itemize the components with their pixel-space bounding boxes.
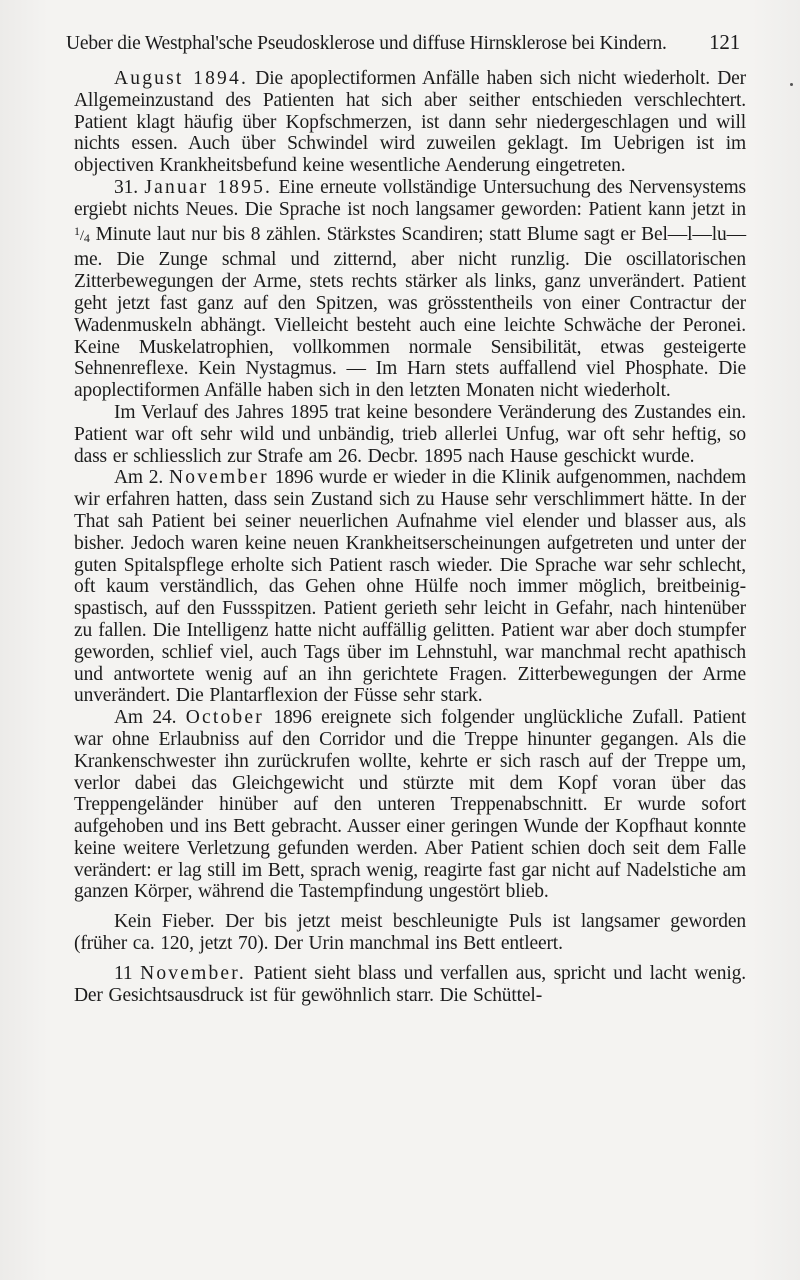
paragraph-text: Die apoplectiformen Anfälle haben sich nicht wiederholt. Der Allgemeinzustand des Patienten hat sich aber seither entschieden verschlechtert. Patient klagt häufig über Kopfschmerzen, ist dann sehr niedergeschlagen und will nichts essen. Auch über Schwindel wird zuweilen geklagt. Im Uebrigen ist im objectiven Krankheitsbefund keine wesentliche Aenderung eingetreten.: [74, 68, 746, 177]
paragraph-text: 1896 ereignete sich folgender unglückliche Zufall. Patient war ohne Erlaubniss auf den Corridor und die Treppe hinunter gegangen. Als die Krankenschwester ihn zurückrufen wollte, kehrte er sich rasch auf der Treppe um, verlor dabei das Gleichgewicht und stürzte mit dem Kopf voran über das Treppengeländer hinüber auf den unteren Treppenabschnitt. Er wurde sofort aufgehoben und ins Bett gebracht. Ausser einer geringen Wunde der Kopfhaut konnte keine weitere Verletzung gefunden werden. Aber Patient schien doch seit dem Falle verändert: er lag still im Bett, sprach wenig, reagirte fast gar nicht auf Nadelstiche am ganzen Körper, während die Tastempfindung ungestört blieb.: [74, 707, 747, 903]
paragraph-verlauf-1895: [74, 402, 746, 467]
date-prefix: 11: [114, 962, 141, 984]
paragraph-januar-1895: [74, 177, 746, 402]
date-heading: Januar 1895.: [144, 176, 273, 198]
date-prefix: Am 2.: [114, 467, 169, 489]
date-prefix: Am 24.: [114, 707, 186, 729]
date-heading: November: [168, 467, 269, 489]
fraction-quarter: $^1/_4$: [74, 223, 90, 245]
paragraph-text: Kein Fieber. Der bis jetzt meist beschleunigte Puls ist langsamer geworden (früher ca. 120, jetzt 70). Der Urin manchmal ins Bett entleert.: [74, 911, 746, 955]
margin-speck: [790, 83, 793, 86]
paragraph-11-november: [74, 963, 746, 1007]
fraction-numerator: 1: [74, 223, 80, 238]
page-number: 121: [709, 30, 740, 54]
body-text: [74, 68, 746, 1006]
paragraph-august-1894: [74, 68, 746, 177]
paragraph-text: Minute laut nur bis 8 zählen. Stärkstes Scandiren; statt Blume sagt er Bel—l—lu—me. Die Zunge schmal und zitternd, aber nicht runzlig. Die oscillatorischen Zitterbewegungen der Arme, stets rechts stärker als links, ganz unverändert. Patient geht jetzt fast ganz auf den Spitzen, was grösstentheils von einer Contractur der Wadenmuskeln abhängt. Vielleicht besteht auch eine leichte Schwäche der Peronei. Keine Muskelatrophien, vollkommen normale Sensibilität, etwas gesteigerte Sehnenreflexe. Kein Nystagmus. — Im Harn stets auffallend viel Phosphate. Die apoplectiformen Anfälle haben sich in den letzten Monaten nicht wiederholt.: [74, 223, 746, 402]
paragraph-text: Patient sieht blass und verfallen aus, spricht und lacht wenig. Der Gesichtsausdruck ist für gewöhnlich starr. Die Schüttel-: [74, 962, 746, 1006]
paragraph-kein-fieber: [74, 911, 746, 955]
paragraph-text: 1896 wurde er wieder in die Klinik aufgenommen, nachdem wir erfahren hatten, dass sein Zustand sich zu Hause sehr verschlimmert hätte. In der That sah Patient bei seiner neuerlichen Aufnahme viel elender und blasser aus, als bisher. Jedoch waren keine neuen Krankheitserscheinungen aufgetreten und unter der guten Spitalspflege erholte sich Patient rasch wieder. Die Sprache war sehr schlecht, oft kaum verständlich, das Gehen ohne Hülfe noch immer möglich, breitbeinig-spastisch, auf den Fussspitzen. Patient gerieth sehr leicht in Gefahr, nach hintenüber zu fallen. Die Intelligenz hatte nicht auffällig gelitten. Patient war aber doch stumpfer geworden, schlief viel, auch Tags über im Lehnstuhl, war manchmal recht apathisch und antwortete wenig auf an ihn gerichtete Fragen. Zitterbewegungen der Arme unverändert. Die Plantarflexion der Füsse sehr stark.: [74, 467, 746, 707]
date-heading: August 1894.: [114, 68, 249, 89]
date-prefix: 31.: [114, 176, 145, 198]
running-head: [66, 30, 740, 56]
paragraph-november-1896: [74, 467, 746, 707]
date-heading: October: [185, 707, 264, 729]
running-title: Ueber die Westphal'sche Pseudosklerose und diffuse Hirnsklerose bei Kindern.: [66, 33, 667, 54]
paragraph-text: Im Verlauf des Jahres 1895 trat keine besondere Veränderung des Zustandes ein. Patient war oft sehr wild und unbändig, trieb allerlei Unfug, war oft sehr heftig, so dass er schliesslich zur Strafe am 26. Decbr. 1895 nach Hause geschickt wurde.: [74, 401, 746, 467]
date-heading: November.: [140, 962, 246, 984]
paragraph-text: Eine erneute vollständige Untersuchung des Nervensystems ergiebt nichts Neues. Die Sprache ist noch langsamer geworden: Patient kann jetzt in: [74, 176, 746, 220]
paragraph-october-1896: [74, 707, 746, 903]
fraction-denominator: 4: [83, 230, 90, 245]
